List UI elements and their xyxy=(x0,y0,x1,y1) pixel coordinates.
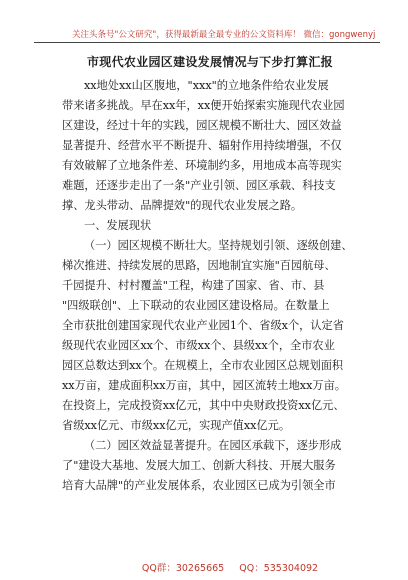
body-line: 撑、龙头带动、品牌提效"的现代农业发展之路。 xyxy=(62,199,303,212)
body-line: （一）园区规模不断壮大。坚持规划引领、逐级创建、 xyxy=(84,239,353,252)
body-line: 梯次推进、持续发展的思路，因地制宜实施"百园航母、 xyxy=(62,259,336,272)
header-banner: 关注头条号"公文研究"，获得最新最全最专业的公文资料库！ 微信：gongwenyj xyxy=(72,30,376,40)
body-line: 了"建设大基地、发展大加工、创新大科技、开展大服务 xyxy=(62,459,336,472)
body-line: 省级xx亿元、市级xx亿元，实现产值xx亿元。 xyxy=(62,419,291,432)
document-body xyxy=(62,76,354,496)
body-line: 区建设，经过十年的实践，园区规模不断壮大、园区效益 xyxy=(62,119,342,132)
body-line: 难题，还逐步走出了一条"产业引领、园区承载、科技支 xyxy=(62,179,336,192)
footer-qq: QQ：535304092 xyxy=(239,563,319,574)
body-line: 有效破解了立地条件差、环境制约多，用地成本高等现实 xyxy=(62,159,342,172)
body-line: 培育大品牌"的产业发展体系，农业园区已成为引领全市 xyxy=(62,479,336,492)
body-line: xx地处xx山区腹地，"xxx"的立地条件给农业发展 xyxy=(84,79,329,92)
body-line: "四级联创"、上下联动的农业园区建设格局。在数量上 xyxy=(62,299,330,312)
body-line: xx万亩，建成面积xx万亩，其中，园区流转土地xx万亩。 xyxy=(62,379,346,392)
body-line: 显著提升、经营水平不断提升、辐射作用持续增强，不仅 xyxy=(62,139,342,152)
body-line: 级现代农业园区xx个、市级xx个、县级xx个，全市农业 xyxy=(62,339,335,352)
body-line: 千园提升、村村覆盖"工程，构建了国家、省、市、县 xyxy=(62,279,325,292)
header-divider xyxy=(34,42,380,43)
footer-qq-group: QQ群：30265665 xyxy=(141,563,225,574)
body-line: 全市获批创建国家现代农业产业园1个、省级x个，认定省 xyxy=(62,319,344,332)
body-line: 园区总数达到xx个。在规模上，全市农业园区总规划面积 xyxy=(62,359,344,372)
body-line: 在投资上，完成投资xx亿元，其中中央财政投资xx亿元、 xyxy=(62,399,345,412)
body-line: （二）园区效益显著提升。在园区承载下，逐步形成 xyxy=(84,439,342,452)
body-line: 带来诸多挑战。早在xx年，xx便开始探索实施现代农业园 xyxy=(62,99,345,112)
document-title: 市现代农业园区建设发展情况与下步打算汇报 xyxy=(86,55,333,69)
section-heading: 一、发展现状 xyxy=(84,219,152,232)
footer-contact xyxy=(100,560,360,574)
